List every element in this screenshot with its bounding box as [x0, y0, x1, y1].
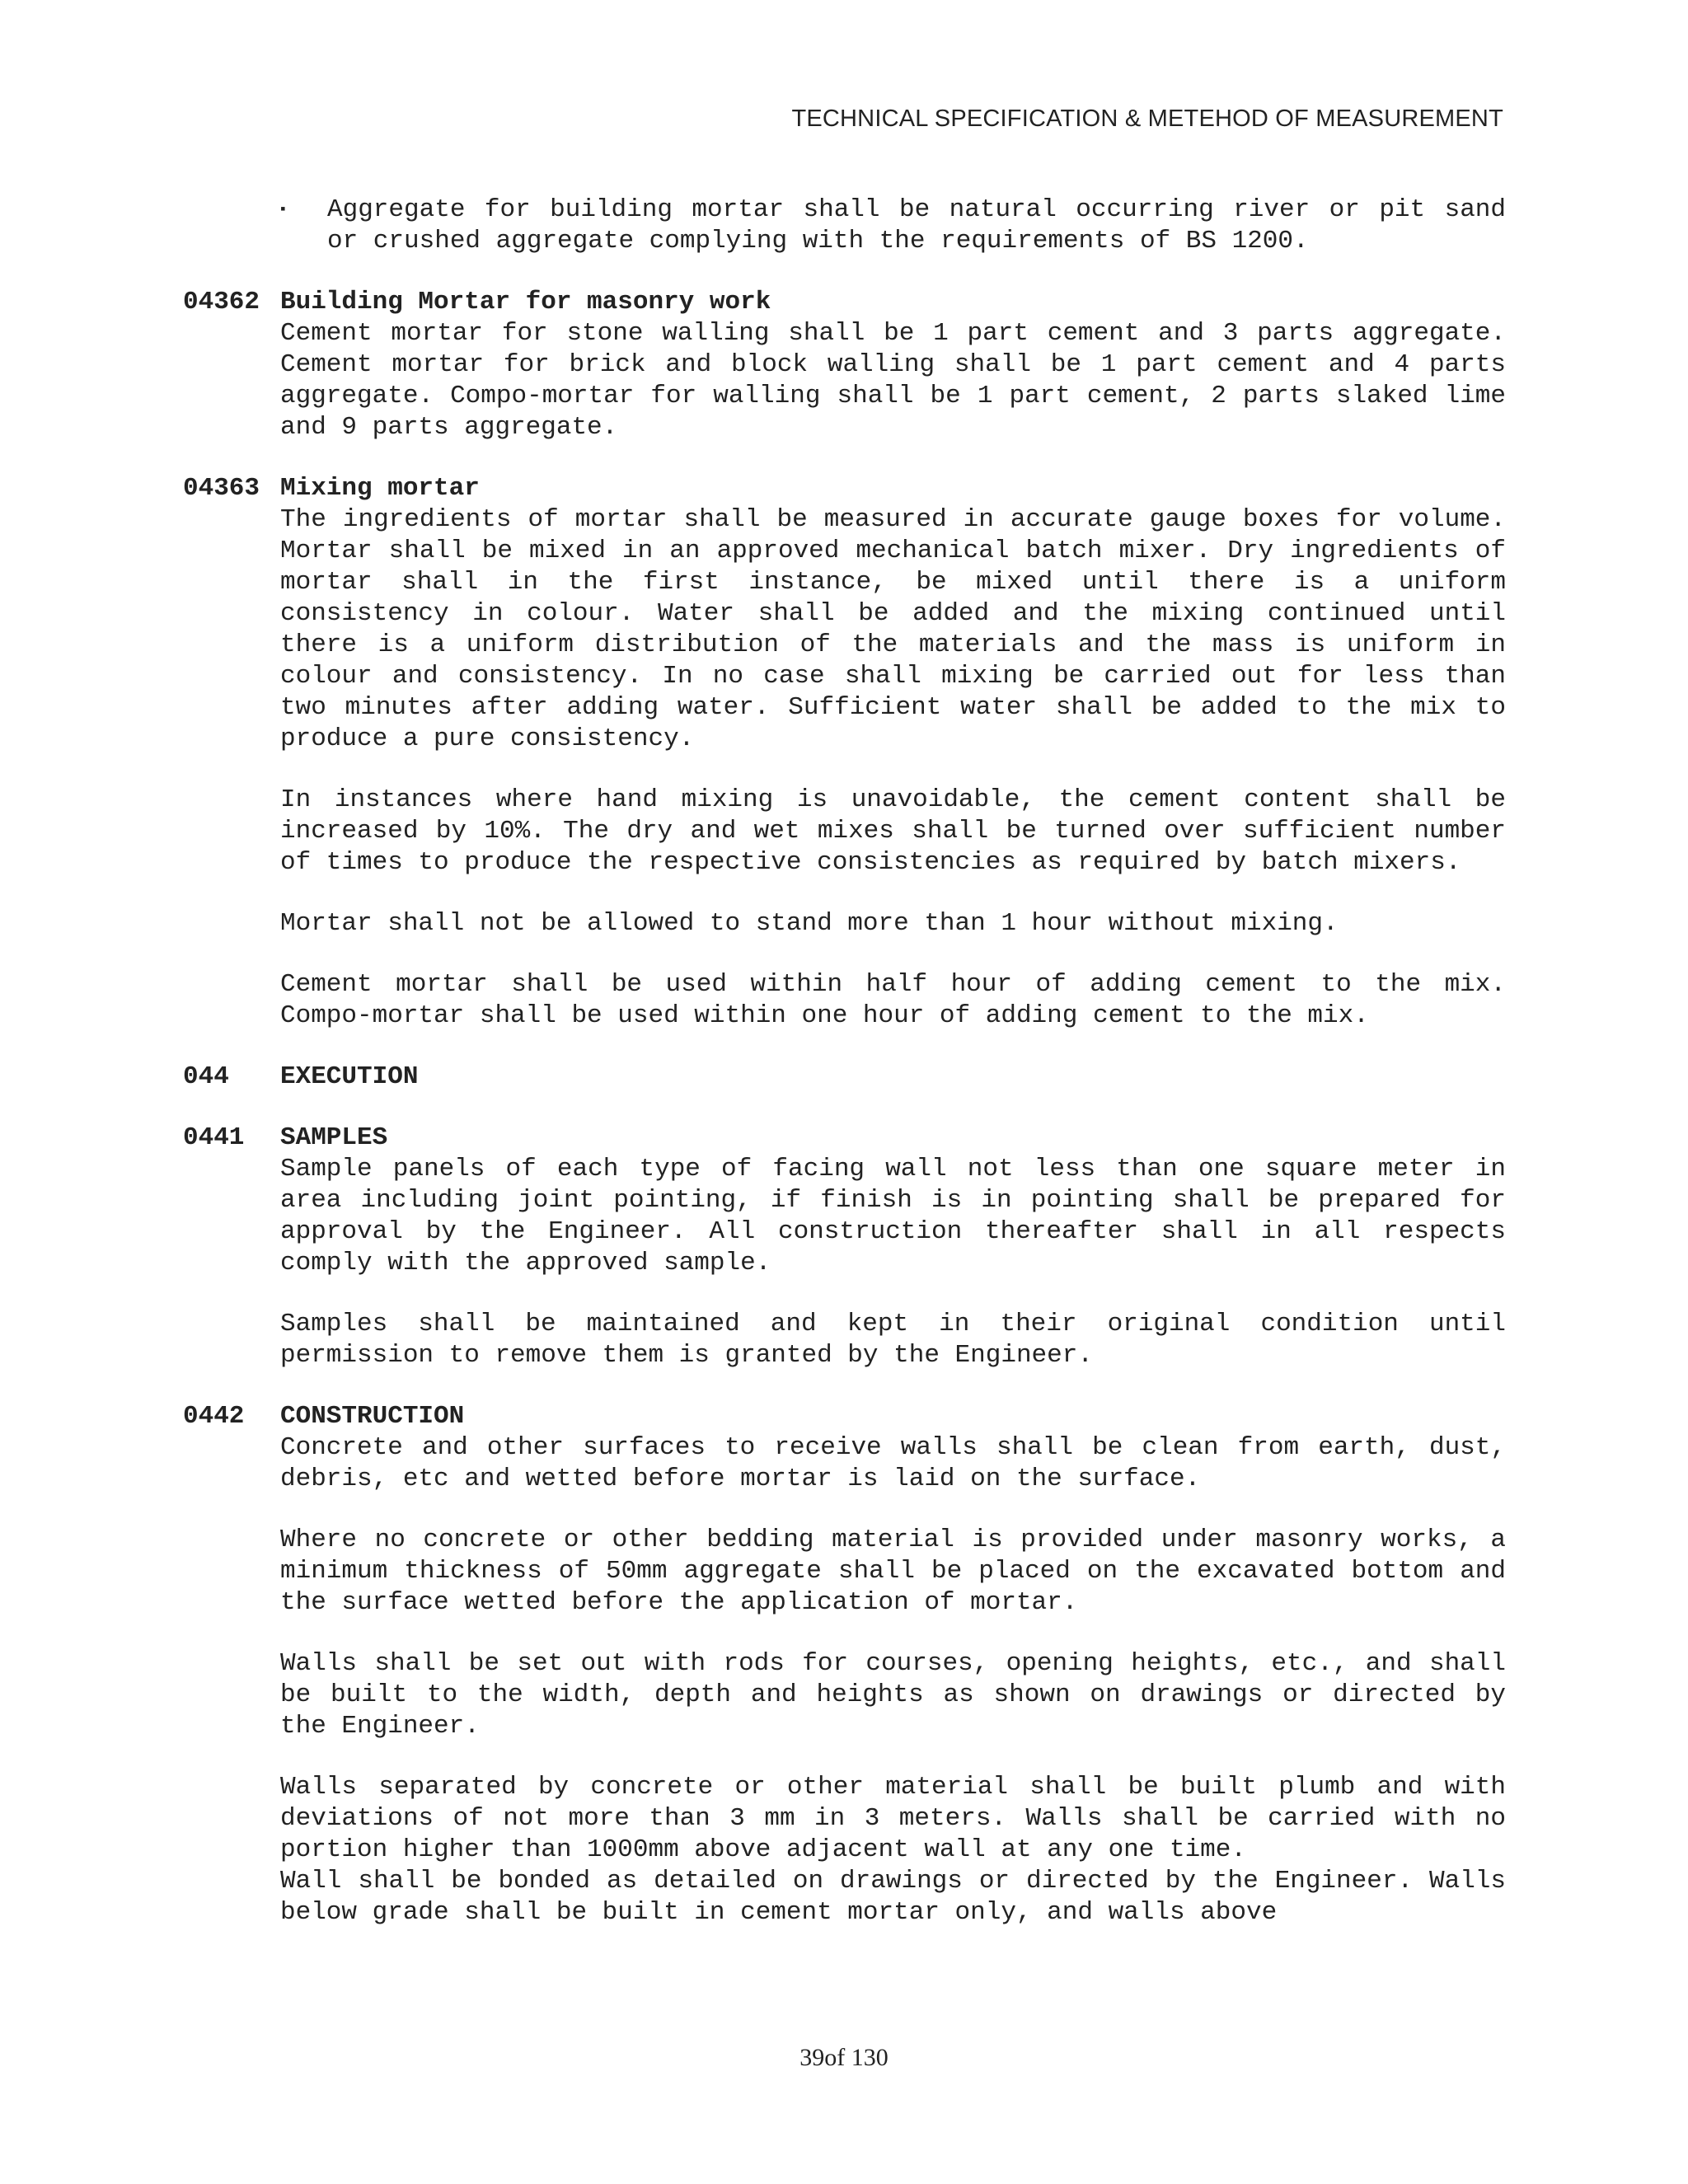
section-heading	[183, 1062, 1506, 1093]
running-header: TECHNICAL SPECIFICATION & METEHOD OF MEASUREMENT	[791, 105, 1503, 132]
section-number: 04362	[183, 288, 260, 316]
section-number: 04363	[183, 474, 260, 503]
section-title: Building Mortar for masonry work	[280, 288, 771, 316]
paragraph: Cement mortar for stone walling shall be 1 part cement and 3 parts aggregate. Cement mortar for brick and block walling shall be 1 part cement and 4 parts aggregate. Compo-mortar for walling shall be 1 part cement, 2 parts slaked lime and 9 parts aggregate.	[280, 319, 1506, 442]
square-bullet-icon: ▪	[279, 202, 288, 218]
paragraph: Wall shall be bonded as detailed on drawings or directed by the Engineer. Walls below grade shall be built in cement mortar only, and walls above	[280, 1867, 1506, 1927]
paragraph: In instances where hand mixing is unavoidable, the cement content shall be increased by 10%. The dry and wet mixes shall be turned over sufficient number of times to produce the respective consistencies as required by batch mixers.	[280, 785, 1506, 877]
paragraph: Mortar shall not be allowed to stand more than 1 hour without mixing.	[280, 909, 1339, 938]
page-number-footer	[0, 2044, 1688, 2072]
paragraph: Concrete and other surfaces to receive walls shall be clean from earth, dust, debris, etc and wetted before mortar is laid on the surface.	[280, 1433, 1506, 1493]
section-0442	[183, 1401, 1506, 1929]
section-0441	[183, 1122, 1506, 1371]
page-of-label: of	[824, 2044, 846, 2071]
section-heading	[183, 1401, 1506, 1432]
paragraph: Where no concrete or other bedding material is provided under masonry works, a minimum thickness of 50mm aggregate shall be placed on the excavated bottom and the surface wetted before the application of mortar.	[280, 1526, 1506, 1617]
section-heading	[183, 473, 1506, 504]
section-title: SAMPLES	[280, 1123, 388, 1152]
paragraph: Samples shall be maintained and kept in their original condition until permission to remove them is granted by the Engineer.	[280, 1310, 1506, 1370]
section-title: CONSTRUCTION	[280, 1402, 465, 1431]
paragraph: The ingredients of mortar shall be measured in accurate gauge boxes for volume. Mortar shall be mixed in an approved mechanical batch mixer. Dry ingredients of mortar shall in the first instance, be mixed until there is a uniform consistency in colour. Water shall be added and the mixing continued until there is a uniform distribution of the materials and the mass is uniform in colour and consistency. In no case shall mixing be carried out for less than two minutes after adding water. Sufficient water shall be added to the mix to produce a pure consistency.	[280, 505, 1506, 753]
document-body	[183, 194, 1506, 1929]
paragraph: Walls separated by concrete or other material shall be built plumb and with deviations of not more than 3 mm in 3 meters. Walls shall be carried with no portion higher than 1000mm above adjacent wall at any one time.	[280, 1773, 1506, 1864]
section-number: 0441	[183, 1123, 245, 1152]
section-044	[183, 1062, 1506, 1093]
paragraph: Sample panels of each type of facing wall not less than one square meter in area including joint pointing, if finish is in pointing shall be prepared for approval by the Engineer. All construction thereafter shall in all respects comply with the approved sample.	[280, 1155, 1506, 1277]
current-page: 39	[799, 2044, 825, 2071]
bullet-text: Aggregate for building mortar shall be natural occurring river or pit sand or crushed aggregate complying with the requirements of BS 1200.	[327, 195, 1506, 255]
section-heading	[183, 287, 1506, 318]
total-pages: 130	[851, 2044, 889, 2071]
bullet-item	[279, 194, 1506, 257]
section-heading	[183, 1122, 1506, 1154]
section-04362	[183, 287, 1506, 443]
section-title: EXECUTION	[280, 1062, 419, 1091]
section-title: Mixing mortar	[280, 474, 480, 503]
section-number: 0442	[183, 1402, 245, 1431]
section-04363	[183, 473, 1506, 1032]
paragraph: Cement mortar shall be used within half hour of adding cement to the mix. Compo-mortar shall be used within one hour of adding cement to the mix.	[280, 970, 1506, 1030]
section-number: 044	[183, 1062, 229, 1091]
paragraph: Walls shall be set out with rods for courses, opening heights, etc., and shall be built to the width, depth and heights as shown on drawings or directed by the Engineer.	[280, 1649, 1506, 1741]
